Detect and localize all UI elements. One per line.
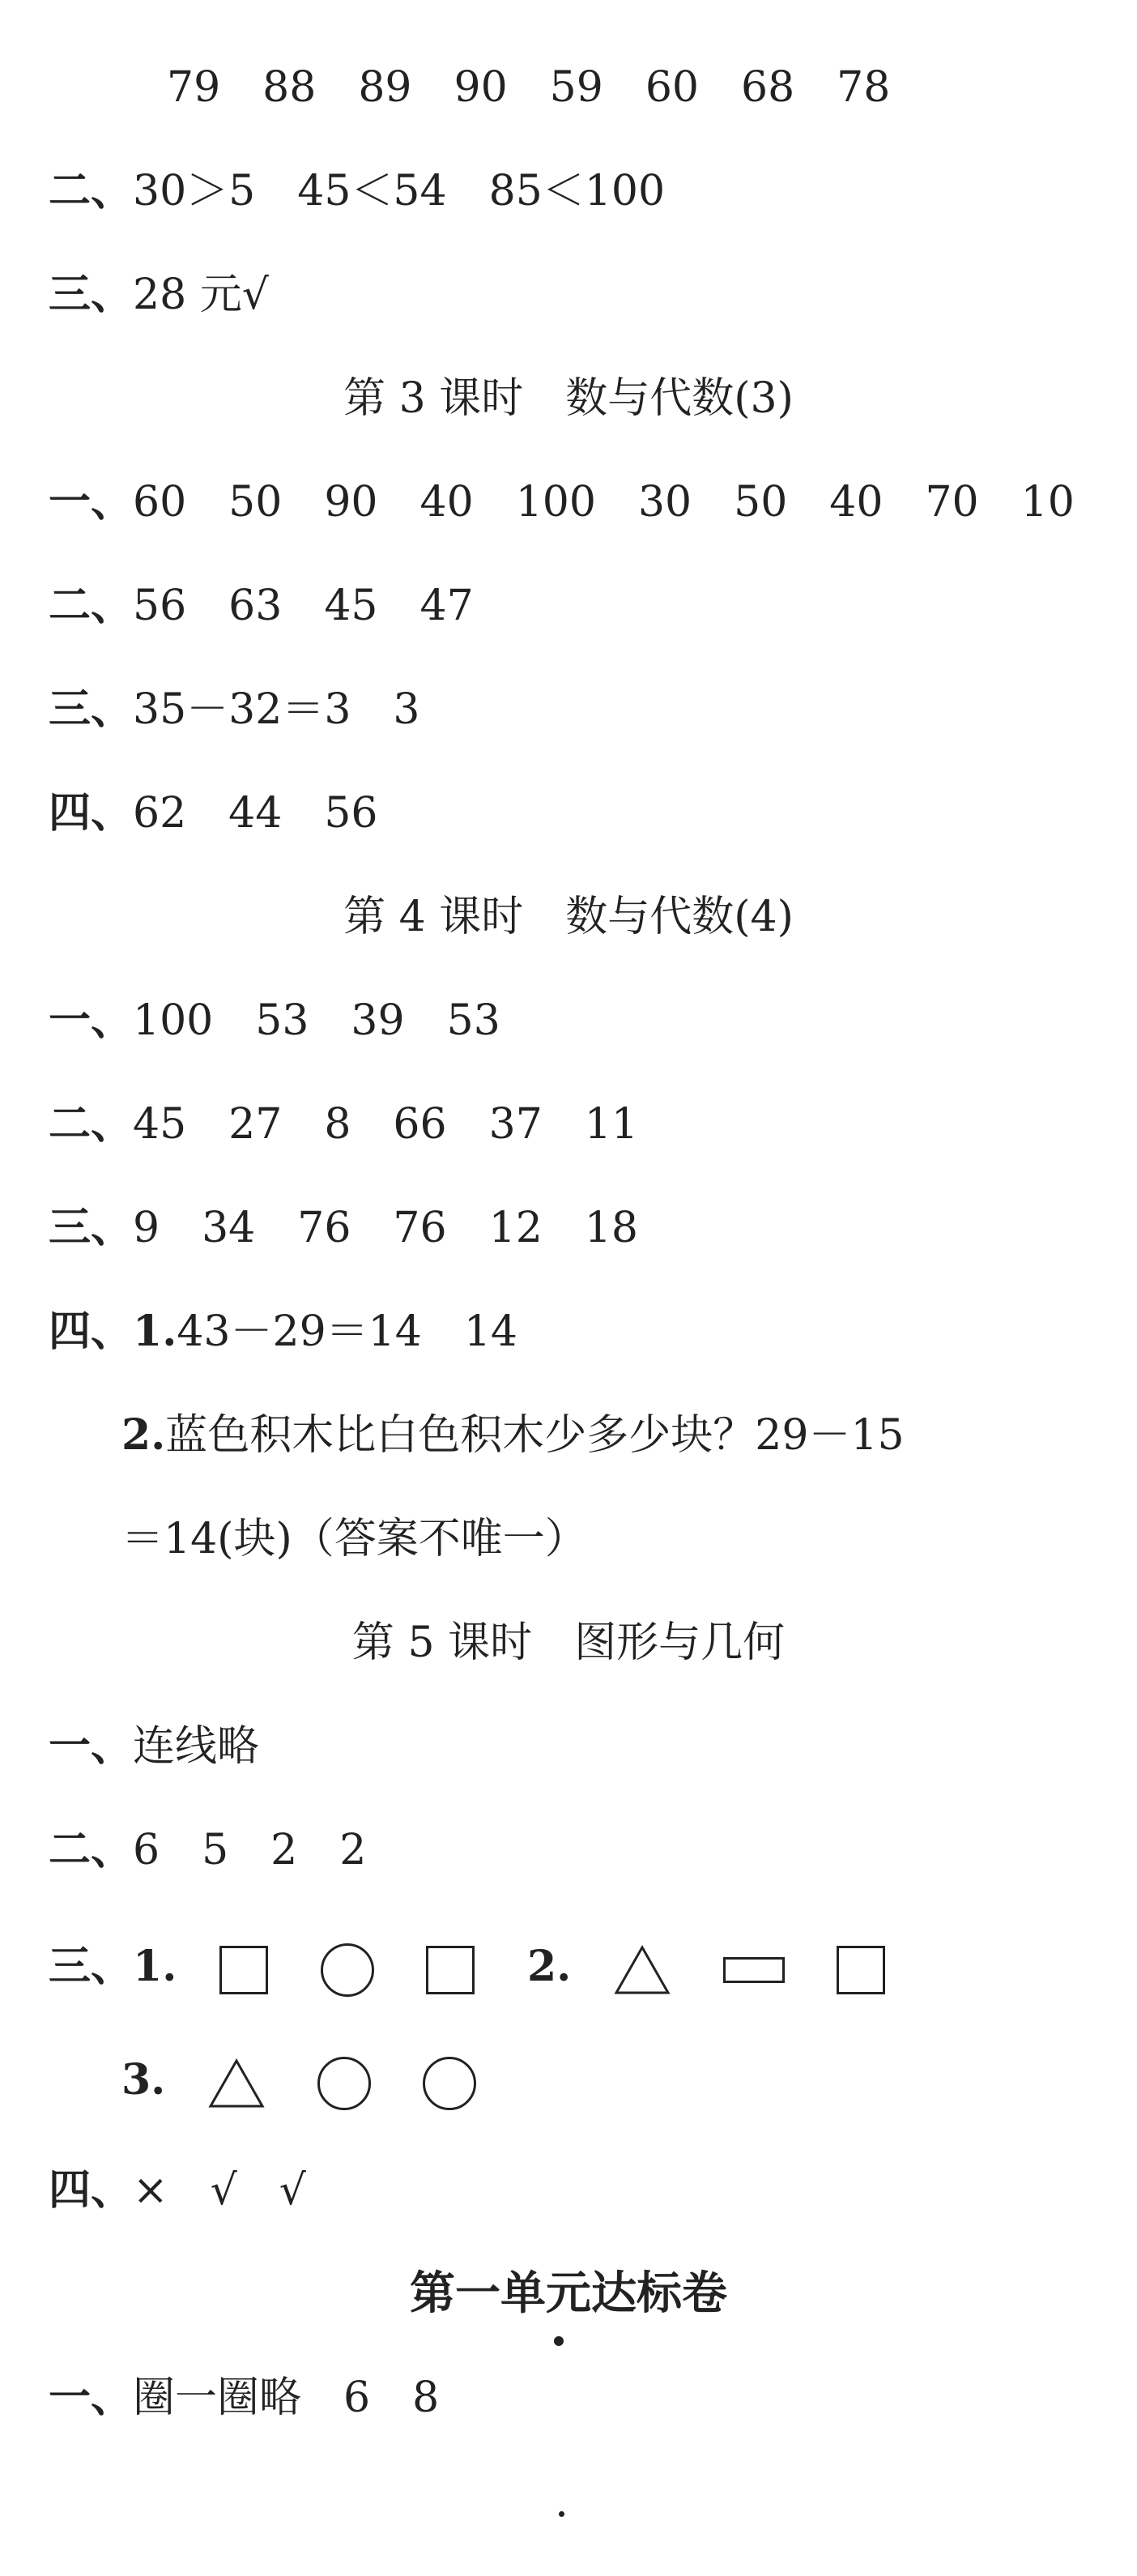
section-label: 一、 — [49, 2373, 134, 2422]
circle-shape — [321, 1943, 374, 1997]
answer-text: 79 88 89 90 59 60 68 78 — [167, 63, 891, 112]
lesson-heading-4 — [0, 891, 1137, 943]
answer-line-19 — [49, 1934, 885, 1999]
section-label: 二、 — [49, 581, 134, 630]
triangle-shape — [614, 1945, 671, 1995]
heading-text: 第 4 课时 数与代数(4) — [343, 893, 794, 941]
section-label: 二、 — [49, 166, 134, 215]
answer-text: × √ √ — [133, 2166, 306, 2215]
answer-line-10 — [49, 995, 500, 1047]
answer-line-6 — [49, 580, 474, 632]
item-number: 1. — [133, 1307, 177, 1356]
answer-line-12 — [49, 1202, 638, 1254]
section-label: 二、 — [49, 1099, 134, 1149]
rectangle-shape — [723, 1957, 785, 1983]
answer-line-23 — [49, 2372, 439, 2424]
answer-line-3 — [49, 269, 269, 321]
circle-shape — [317, 2057, 371, 2110]
dot-mark — [554, 2336, 564, 2346]
answer-line-20 — [121, 2048, 476, 2113]
item-number: 2. — [526, 1942, 572, 1991]
answer-text: 35－32＝3 3 — [133, 685, 420, 734]
dot-mark — [559, 2511, 564, 2517]
answer-text: 60 50 90 40 100 30 50 40 70 10 — [133, 478, 1075, 527]
answer-text: 蓝色积木比白色积木少多少块？29－15 — [165, 1411, 905, 1460]
answer-line-2 — [49, 165, 665, 217]
unit-test-title — [0, 2268, 1137, 2320]
section-label: 二、 — [49, 1825, 134, 1874]
answer-text: 100 53 39 53 — [133, 996, 500, 1045]
section-label: 三、 — [49, 1942, 134, 1991]
section-label: 四、 — [49, 2165, 134, 2215]
section-label: 三、 — [49, 1203, 134, 1252]
heading-text: 第 3 课时 数与代数(3) — [343, 374, 794, 423]
answer-line-14 — [121, 1410, 905, 1461]
answer-line-21 — [49, 2164, 306, 2216]
answer-text: 45 27 8 66 37 11 — [133, 1100, 638, 1149]
item-number: 1. — [133, 1942, 177, 1991]
section-label: 三、 — [49, 685, 134, 734]
section-label: 三、 — [49, 270, 134, 319]
square-shape — [219, 1946, 268, 1994]
answer-line-5 — [49, 476, 1075, 528]
answer-line-17 — [49, 1721, 259, 1772]
section-label: 一、 — [49, 996, 134, 1045]
section-label: 一、 — [49, 1721, 134, 1771]
answer-text: 30＞5 45＜54 85＜100 — [133, 167, 666, 215]
section-label: 四、 — [49, 788, 134, 838]
answer-text: 56 63 45 47 — [133, 582, 474, 630]
section-label: 一、 — [49, 477, 134, 527]
answer-line-15 — [121, 1513, 587, 1565]
section-label: 四、 — [49, 1307, 134, 1356]
lesson-heading-5 — [0, 1617, 1137, 1669]
answer-text: 9 34 76 76 12 18 — [133, 1204, 638, 1252]
circle-shape — [423, 2057, 476, 2110]
heading-text: 第 5 课时 图形与几何 — [351, 1619, 786, 1667]
lesson-heading-3 — [0, 373, 1137, 424]
answer-text: ＝14(块)（答案不唯一） — [121, 1515, 587, 1563]
answer-line-11 — [49, 1098, 638, 1150]
answer-line-13 — [49, 1306, 517, 1358]
answer-line-18 — [49, 1824, 366, 1876]
answer-text: 6 5 2 2 — [133, 1826, 367, 1874]
square-shape — [426, 1946, 475, 1994]
answer-line-8 — [49, 787, 378, 839]
title-text: 第一单元达标卷 — [410, 2267, 727, 2320]
triangle-shape — [208, 2058, 265, 2109]
item-number: 3. — [121, 2055, 166, 2105]
answer-line-1 — [167, 62, 890, 113]
item-number: 2. — [121, 1410, 166, 1460]
answer-text: 62 44 56 — [133, 789, 378, 838]
answer-text: 连线略 — [133, 1722, 260, 1771]
answer-line-7 — [49, 684, 420, 736]
answer-text: 圈一圈略 6 8 — [133, 2373, 440, 2422]
square-shape — [837, 1946, 885, 1994]
answer-text: 28 元√ — [133, 271, 269, 319]
answer-text: 43－29＝14 14 — [177, 1307, 517, 1356]
